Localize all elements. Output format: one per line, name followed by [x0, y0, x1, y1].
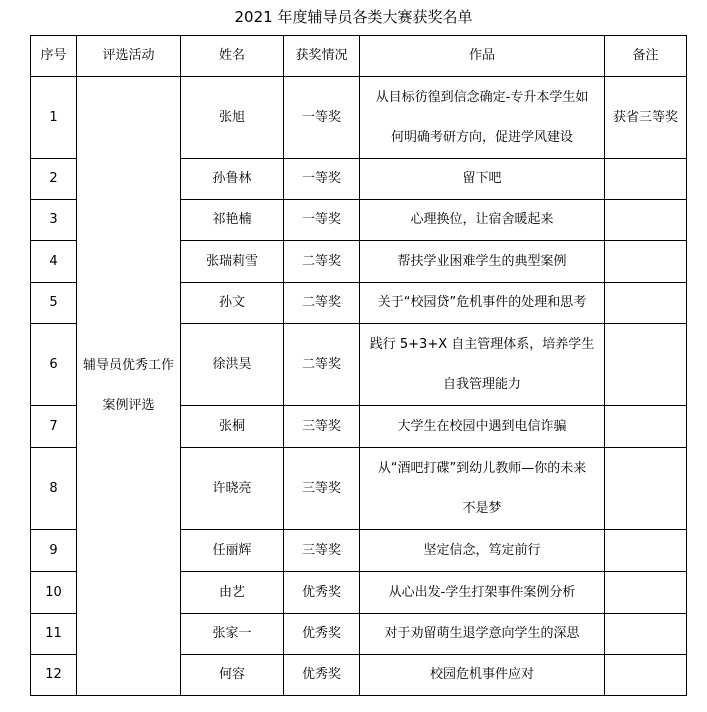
work-line1: 从目标彷徨到信念确定-专升本学生如	[375, 89, 589, 105]
header-seq: 序号	[31, 36, 77, 77]
cell-name: 祁艳楠	[181, 200, 284, 241]
cell-work: 大学生在校园中遇到电信诈骗	[360, 406, 605, 448]
cell-seq: 5	[31, 283, 77, 324]
cell-award: 三等奖	[284, 448, 360, 530]
cell-seq: 3	[31, 200, 77, 241]
cell-remark	[605, 159, 687, 200]
cell-seq: 6	[31, 324, 77, 406]
header-row	[31, 36, 687, 77]
cell-name: 孙文	[181, 283, 284, 324]
cell-award: 二等奖	[284, 241, 360, 283]
activity-line2: 案例评选	[102, 398, 155, 413]
cell-work: 留下吧	[360, 159, 605, 200]
cell-award: 优秀奖	[284, 572, 360, 614]
cell-work: 心理换位，让宿舍暖起来	[360, 200, 605, 241]
header-award: 获奖情况	[284, 36, 360, 77]
cell-work: 对于劝留萌生退学意向学生的深思	[360, 614, 605, 655]
cell-name: 张桐	[181, 406, 284, 448]
cell-work: 校园危机事件应对	[360, 655, 605, 696]
cell-remark	[605, 200, 687, 241]
cell-work: 关于“校园贷”危机事件的处理和思考	[360, 283, 605, 324]
cell-award: 二等奖	[284, 324, 360, 406]
cell-award: 二等奖	[284, 283, 360, 324]
work-line2: 何明确考研方向，促进学风建设	[390, 129, 573, 145]
work-line2: 自我管理能力	[442, 376, 521, 392]
cell-seq: 12	[31, 655, 77, 696]
cell-award: 一等奖	[284, 200, 360, 241]
cell-seq: 7	[31, 406, 77, 448]
cell-remark	[605, 283, 687, 324]
cell-remark: 获省三等奖	[605, 77, 687, 159]
cell-name: 孙鲁林	[181, 159, 284, 200]
cell-seq: 11	[31, 614, 77, 655]
activity-line1: 辅导员优秀工作	[82, 358, 174, 373]
cell-work: 坚定信念，笃定前行	[360, 530, 605, 572]
cell-work	[360, 324, 605, 406]
cell-work: 从心出发-学生打架事件案例分析	[360, 572, 605, 614]
work-line1: 践行 5+3+X 自主管理体系，培养学生	[369, 336, 595, 352]
cell-award: 优秀奖	[284, 614, 360, 655]
header-name: 姓名	[181, 36, 284, 77]
header-remark: 备注	[605, 36, 687, 77]
cell-remark	[605, 572, 687, 614]
cell-seq: 2	[31, 159, 77, 200]
cell-award: 三等奖	[284, 406, 360, 448]
cell-work	[360, 448, 605, 530]
cell-activity	[77, 77, 181, 696]
cell-name: 何容	[181, 655, 284, 696]
document-title: 2021 年度辅导员各类大赛获奖名单	[234, 8, 473, 26]
cell-remark	[605, 448, 687, 530]
award-table	[30, 35, 687, 696]
cell-remark	[605, 324, 687, 406]
cell-seq: 1	[31, 77, 77, 159]
cell-remark	[605, 241, 687, 283]
cell-name: 张家一	[181, 614, 284, 655]
cell-seq: 8	[31, 448, 77, 530]
header-activity: 评选活动	[77, 36, 181, 77]
work-line2: 不是梦	[462, 500, 502, 516]
cell-award: 优秀奖	[284, 655, 360, 696]
cell-seq: 4	[31, 241, 77, 283]
cell-work: 帮扶学业困难学生的典型案例	[360, 241, 605, 283]
cell-award: 一等奖	[284, 77, 360, 159]
cell-name: 张瑞莉雪	[181, 241, 284, 283]
cell-name: 张旭	[181, 77, 284, 159]
cell-remark	[605, 614, 687, 655]
cell-award: 三等奖	[284, 530, 360, 572]
cell-seq: 10	[31, 572, 77, 614]
header-work: 作品	[360, 36, 605, 77]
cell-remark	[605, 530, 687, 572]
cell-name: 徐洪昊	[181, 324, 284, 406]
table-row	[31, 77, 687, 159]
cell-remark	[605, 655, 687, 696]
cell-name: 任丽辉	[181, 530, 284, 572]
work-line1: 从“酒吧打碟”到幼儿教师—你的未来	[377, 460, 587, 476]
cell-remark	[605, 406, 687, 448]
cell-work	[360, 77, 605, 159]
cell-award: 一等奖	[284, 159, 360, 200]
cell-name: 许晓亮	[181, 448, 284, 530]
cell-name: 由艺	[181, 572, 284, 614]
cell-seq: 9	[31, 530, 77, 572]
